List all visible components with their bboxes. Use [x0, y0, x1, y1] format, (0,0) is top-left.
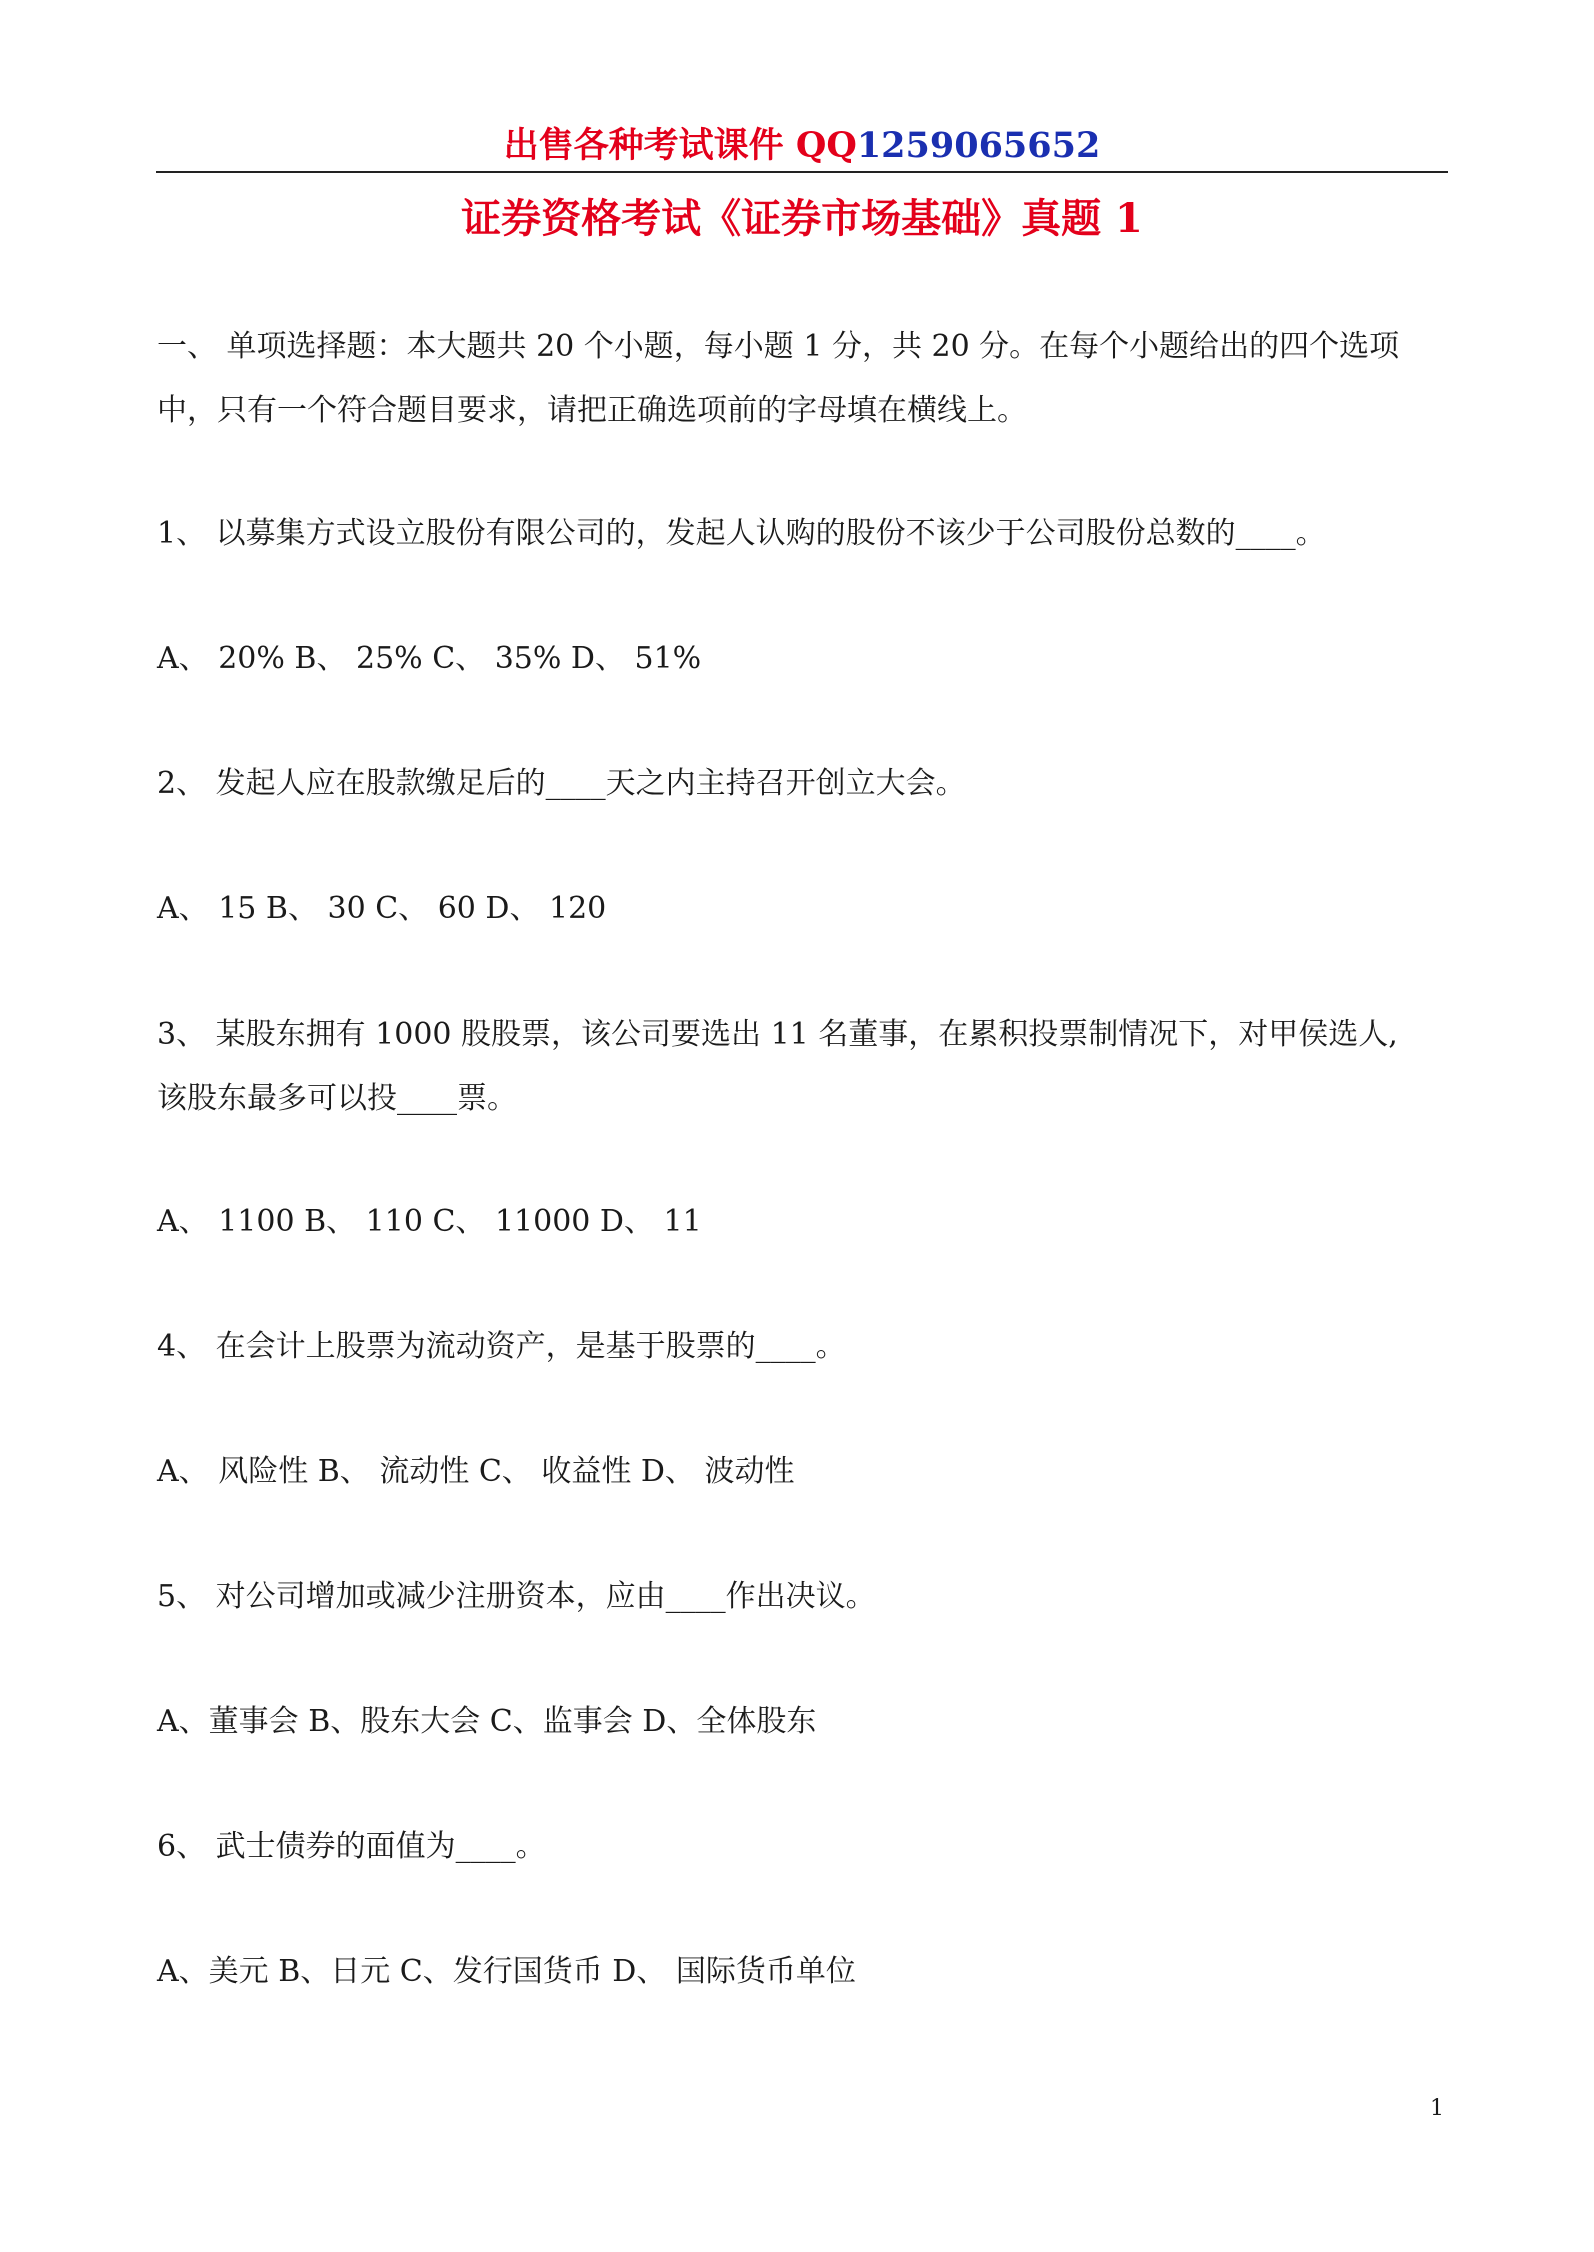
question-5-options: A、董事会 B、股东大会 C、监事会 D、全体股东: [157, 1704, 817, 1739]
question-4-options: A、 风险性 B、 流动性 C、 收益性 D、 波动性: [157, 1454, 795, 1489]
header-divider: [156, 171, 1448, 173]
question-6-text: 6、 武士债券的面值为____。: [157, 1829, 546, 1864]
page-number: 1: [1430, 2096, 1444, 2121]
header-banner: [156, 118, 1448, 174]
question-3-text-line-1: 3、 某股东拥有 1000 股股票，该公司要选出 11 名董事，在累积投票制情况下，对甲侯选人,: [157, 1017, 1398, 1052]
instruction-line-1: 一、 单项选择题：本大题共 20 个小题，每小题 1 分，共 20 分。在每个小题给出的四个选项: [157, 329, 1400, 364]
question-6-options: A、美元 B、日元 C、发行国货币 D、 国际货币单位: [157, 1954, 856, 1989]
question-3-text-line-2: 该股东最多可以投____票。: [157, 1081, 517, 1116]
question-4-text: 4、 在会计上股票为流动资产，是基于股票的____。: [157, 1329, 846, 1364]
question-3-options: A、 1100 B、 110 C、 11000 D、 11: [157, 1204, 702, 1239]
instruction-line-2: 中，只有一个符合题目要求，请把正确选项前的字母填在横线上。: [157, 393, 1027, 428]
question-5-text: 5、 对公司增加或减少注册资本，应由____作出决议。: [157, 1579, 876, 1614]
question-1-options: A、 20% B、 25% C、 35% D、 51%: [157, 641, 702, 676]
header-qq-number: 1259065652: [856, 125, 1101, 166]
document-title: 证券资格考试《证券市场基础》真题 1: [461, 195, 1143, 242]
question-1-text: 1、 以募集方式设立股份有限公司的，发起人认购的股份不该少于公司股份总数的____。: [157, 516, 1326, 551]
question-2-text: 2、 发起人应在股款缴足后的____天之内主持召开创立大会。: [157, 766, 966, 801]
question-2-options: A、 15 B、 30 C、 60 D、 120: [157, 891, 607, 926]
header-banner-prefix: 出售各种考试课件 QQ: [503, 125, 857, 166]
